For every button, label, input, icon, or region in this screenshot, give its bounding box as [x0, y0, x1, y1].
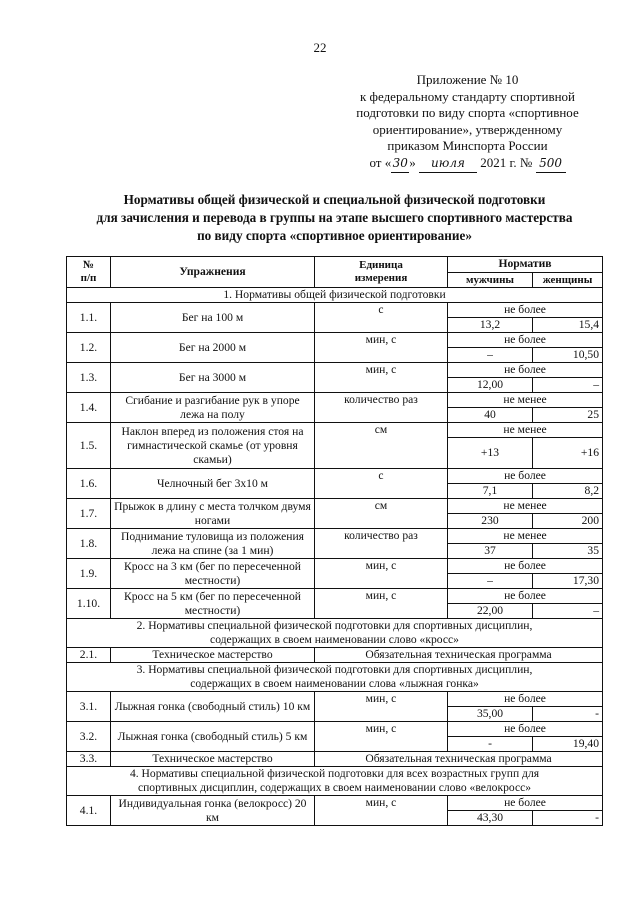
section-title: 1. Нормативы общей физической подготовки	[67, 288, 603, 303]
row-unit: см	[315, 423, 448, 469]
row-condition: не менее	[448, 393, 603, 408]
header-row	[67, 257, 603, 273]
row-num: 1.7.	[67, 499, 111, 529]
row-condition: не более	[448, 796, 603, 811]
appendix-line-3: подготовки по виду спорта «спортивное	[356, 105, 579, 121]
row-num: 1.1.	[67, 303, 111, 333]
table-row	[67, 393, 603, 408]
row-program: Обязательная техническая программа	[315, 648, 603, 663]
row-unit: см	[315, 499, 448, 529]
row-exercise: Кросс на 3 км (бег по пересеченной местности)	[111, 559, 315, 589]
row-female-value: 200	[533, 514, 603, 529]
row-num: 1.4.	[67, 393, 111, 423]
handwritten-order-number: 500	[536, 155, 566, 173]
row-unit: мин, с	[315, 363, 448, 393]
row-condition: не более	[448, 722, 603, 737]
row-num: 3.3.	[67, 752, 111, 767]
row-num: 3.1.	[67, 692, 111, 722]
row-num: 1.10.	[67, 589, 111, 619]
title-line-1: Нормативы общей физической и специальной физической подготовки	[123, 192, 546, 207]
row-num: 2.1.	[67, 648, 111, 663]
row-unit: мин, с	[315, 692, 448, 722]
row-female-value: 17,30	[533, 574, 603, 589]
row-exercise: Техническое мастерство	[111, 752, 315, 767]
row-male-value: -	[448, 737, 533, 752]
row-program: Обязательная техническая программа	[315, 752, 603, 767]
row-num: 1.8.	[67, 529, 111, 559]
row-condition: не более	[448, 303, 603, 318]
table-row	[67, 722, 603, 737]
table-row	[67, 589, 603, 604]
appendix-title: Приложение № 10	[416, 72, 519, 87]
row-num: 1.6.	[67, 469, 111, 499]
row-male-value: 7,1	[448, 484, 533, 499]
row-male-value: 35,00	[448, 707, 533, 722]
row-male-value: 43,30	[448, 811, 533, 826]
row-female-value: 35	[533, 544, 603, 559]
handwritten-month: июля	[419, 155, 477, 173]
row-male-value: 37	[448, 544, 533, 559]
norms-table	[66, 256, 603, 826]
row-female-value: 8,2	[533, 484, 603, 499]
row-condition: не менее	[448, 529, 603, 544]
header-unit: Единица измерения	[315, 257, 448, 288]
table-row	[67, 648, 603, 663]
title-line-3: по виду спорта «спортивное ориентирование»	[197, 228, 472, 243]
row-unit: мин, с	[315, 559, 448, 589]
row-unit: количество раз	[315, 529, 448, 559]
table-row	[67, 333, 603, 348]
date-mid: »	[409, 154, 419, 170]
row-exercise: Поднимание туловища из положения лежа на спине (за 1 мин)	[111, 529, 315, 559]
row-male-value: –	[448, 348, 533, 363]
section-row	[67, 288, 603, 303]
table-row	[67, 529, 603, 544]
row-female-value: 15,4	[533, 318, 603, 333]
row-male-value: –	[448, 574, 533, 589]
row-condition: не более	[448, 469, 603, 484]
page-number: 22	[313, 40, 327, 55]
appendix-date-line	[325, 155, 610, 173]
date-year: 2021 г. №	[476, 154, 536, 170]
row-male-value: 22,00	[448, 604, 533, 619]
row-female-value: -	[533, 707, 603, 722]
section-row	[67, 767, 603, 796]
row-exercise: Индивидуальная гонка (велокросс) 20 км	[111, 796, 315, 826]
table-row	[67, 752, 603, 767]
row-female-value: –	[533, 378, 603, 393]
table-row	[67, 363, 603, 378]
row-condition: не более	[448, 333, 603, 348]
row-exercise: Наклон вперед из положения стоя на гимнастической скамье (от уровня скамьи)	[111, 423, 315, 469]
header-num: № п/п	[67, 257, 111, 288]
header-female: женщины	[533, 272, 603, 288]
appendix-header	[325, 72, 610, 173]
header-exercise: Упражнения	[111, 257, 315, 288]
table-row	[67, 303, 603, 318]
header-norm: Норматив	[448, 257, 603, 273]
row-exercise: Кросс на 5 км (бег по пересеченной местности)	[111, 589, 315, 619]
row-condition: не менее	[448, 499, 603, 514]
table-body	[67, 257, 603, 826]
table-row	[67, 559, 603, 574]
appendix-line-2: к федеральному стандарту спортивной	[359, 88, 575, 104]
row-male-value: 13,2	[448, 318, 533, 333]
header-male: мужчины	[448, 272, 533, 288]
row-unit: с	[315, 469, 448, 499]
row-unit: мин, с	[315, 333, 448, 363]
section-row	[67, 663, 603, 692]
row-unit: мин, с	[315, 796, 448, 826]
row-exercise: Прыжок в длину с места толчком двумя ногами	[111, 499, 315, 529]
row-num: 1.5.	[67, 423, 111, 469]
row-male-value: 12,00	[448, 378, 533, 393]
row-num: 1.9.	[67, 559, 111, 589]
row-exercise: Челночный бег 3x10 м	[111, 469, 315, 499]
appendix-line-5: приказом Минспорта России	[387, 138, 548, 154]
section-title: 2. Нормативы специальной физической подготовки для спортивных дисциплин, содержащих в своем наименовании слово «кросс»	[67, 619, 603, 648]
row-unit: с	[315, 303, 448, 333]
row-female-value: 25	[533, 408, 603, 423]
row-condition: не более	[448, 363, 603, 378]
row-condition: не более	[448, 692, 603, 707]
table-row	[67, 469, 603, 484]
row-exercise: Техническое мастерство	[111, 648, 315, 663]
row-condition: не более	[448, 589, 603, 604]
table-row	[67, 423, 603, 438]
row-unit: мин, с	[315, 589, 448, 619]
row-female-value: +16	[533, 438, 603, 469]
row-condition: не более	[448, 559, 603, 574]
section-title: 4. Нормативы специальной физической подготовки для всех возрастных групп для спортивных дисциплин, содержащих в своем наименовании слово «велокросс»	[67, 767, 603, 796]
row-exercise: Бег на 2000 м	[111, 333, 315, 363]
table-row	[67, 499, 603, 514]
row-num: 1.3.	[67, 363, 111, 393]
row-condition: не менее	[448, 423, 603, 438]
row-exercise: Сгибание и разгибание рук в упоре лежа на полу	[111, 393, 315, 423]
row-female-value: -	[533, 811, 603, 826]
table-row	[67, 796, 603, 811]
row-female-value: –	[533, 604, 603, 619]
row-num: 4.1.	[67, 796, 111, 826]
row-exercise: Бег на 100 м	[111, 303, 315, 333]
row-exercise: Лыжная гонка (свободный стиль) 10 км	[111, 692, 315, 722]
row-exercise: Лыжная гонка (свободный стиль) 5 км	[111, 722, 315, 752]
row-male-value: 230	[448, 514, 533, 529]
row-num: 3.2.	[67, 722, 111, 752]
row-unit: мин, с	[315, 722, 448, 752]
date-prefix: от «	[369, 154, 392, 170]
section-row	[67, 619, 603, 648]
row-unit: количество раз	[315, 393, 448, 423]
appendix-line-4: ориентирование», утвержденному	[372, 121, 563, 137]
table-row	[67, 692, 603, 707]
row-num: 1.2.	[67, 333, 111, 363]
handwritten-day: 30	[391, 155, 409, 173]
document-title	[62, 191, 607, 245]
row-female-value: 10,50	[533, 348, 603, 363]
title-line-2: для зачисления и перевода в группы на этапе высшего спортивного мастерства	[96, 210, 573, 225]
row-male-value: +13	[448, 438, 533, 469]
row-exercise: Бег на 3000 м	[111, 363, 315, 393]
row-male-value: 40	[448, 408, 533, 423]
section-title: 3. Нормативы специальной физической подготовки для спортивных дисциплин, содержащих в своем наименовании слова «лыжная гонка»	[67, 663, 603, 692]
row-female-value: 19,40	[533, 737, 603, 752]
